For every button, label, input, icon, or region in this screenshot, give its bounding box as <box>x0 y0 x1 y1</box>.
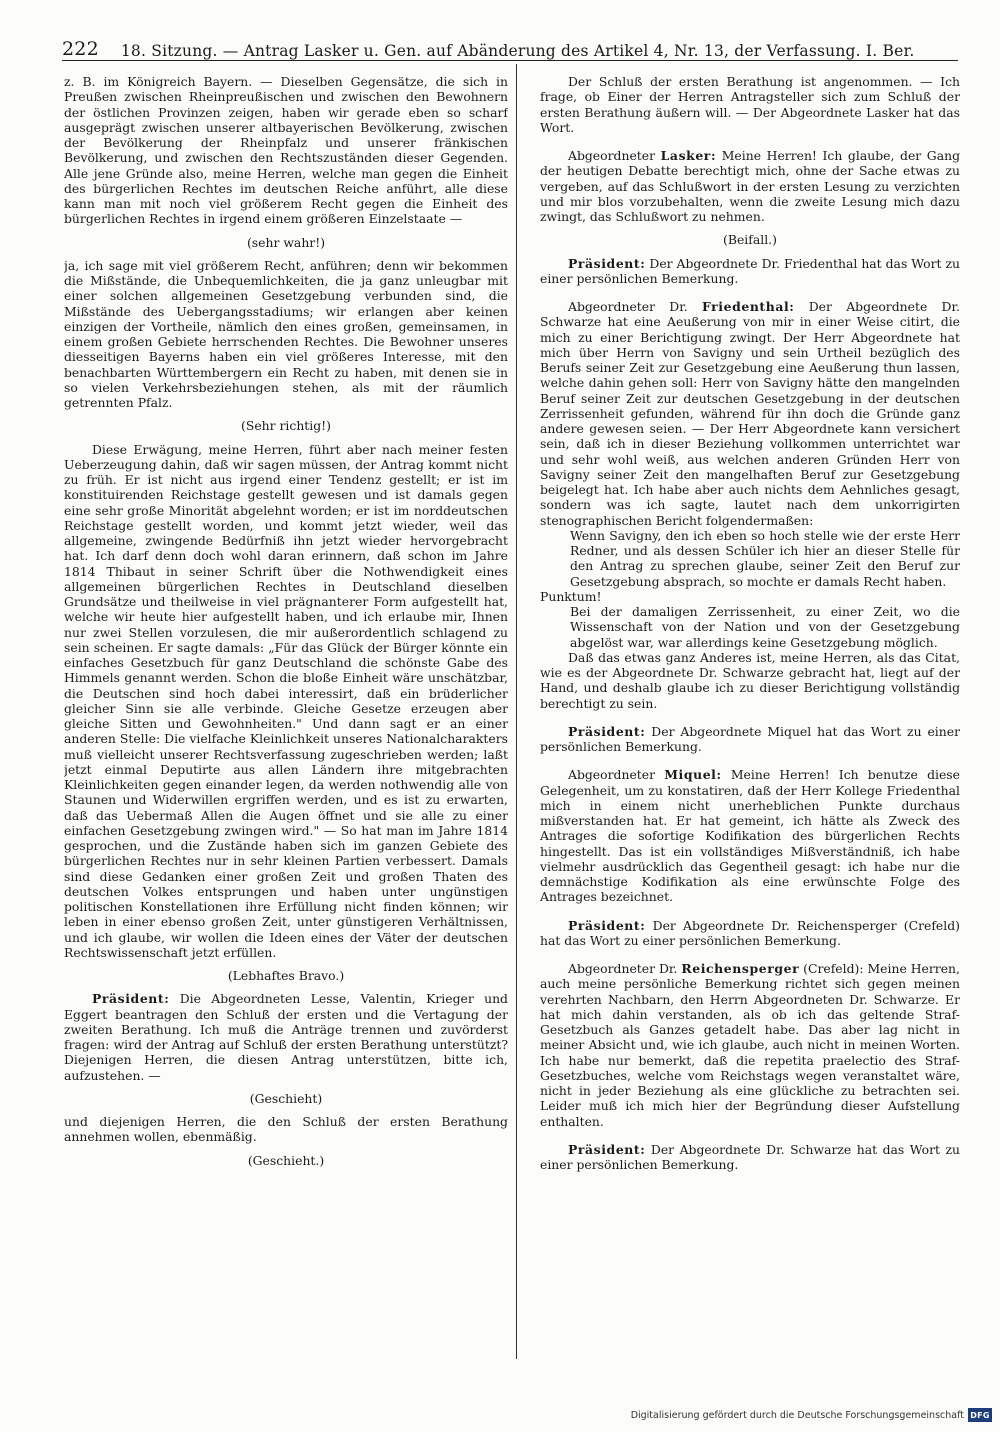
speech-block <box>540 256 960 287</box>
speaker-name: Präsident: <box>92 991 170 1007</box>
right-column <box>540 74 960 1414</box>
speech-text: Die Abgeordneten Lesse, Valentin, Krieger und Eggert beantragen den Schluß der ersten und die Vertagung der zweiten Berathung. Ich muß die Anträge trennen und zuvörderst fragen: wird der Antrag auf Schluß der ersten Berathung unterstützt? Diejenigen Herren, die diesen Antrag unterstützen, bitte ich, aufzustehen. — <box>64 991 508 1083</box>
quotation: Bei der damaligen Zerrissenheit, zu einer Zeit, wo die Wissenschaft von der Nation und von der Gesetzgebung abgelöst war, war allerdings keine Gesetzgebung möglich. <box>570 604 960 650</box>
quotation: Wenn Savigny, den ich eben so hoch stelle wie der erste Herr Redner, und als dessen Schüler ich hier an dieser Stelle für den Antrag zu sprechen glaube, seiner Zeit den Beruf zur Gesetzgebung absprach, so mochte er damals Recht haben. <box>570 527 960 589</box>
running-title: 18. Sitzung. — Antrag Lasker u. Gen. auf Abänderung des Artikel 4, Nr. 13, der Verfassung. I. Ber. <box>120 42 915 60</box>
left-column <box>64 74 508 1414</box>
paragraph: Punktum! <box>540 588 602 604</box>
interjection: (sehr wahr!) <box>246 234 326 250</box>
speech-text: Der Abgeordnete Dr. Schwarze hat das Wort zu einer persönlichen Bemerkung. <box>540 1141 960 1172</box>
speaker-prefix: Abgeordneter Dr. <box>568 299 702 314</box>
speaker-name: Friedenthal: <box>701 299 795 314</box>
speech-text: Der Abgeordnete Dr. Friedenthal hat das Wort zu einer persönlichen Bemerkung. <box>540 255 960 286</box>
interjection: (Geschieht) <box>249 1090 323 1106</box>
speaker-prefix: Abgeordneter Dr. <box>568 961 682 976</box>
speech-block <box>540 299 960 528</box>
speaker-name: Präsident: <box>568 723 646 739</box>
interjection: (Geschieht.) <box>247 1152 325 1168</box>
speech-text: Meine Herren! Ich benutze diese Gelegenheit, um zu konstatiren, daß der Herr Kollege Friedenthal mich in einem nicht unerheblichen Punkte durchaus mißverstanden hat. Er hat gemeint, ich hätte als Zweck des Antrages die sofortige Kodifikation des bürgerlichen Rechts hingestellt. Das ist ein vollständiges Mißverständniß, ich habe vielmehr ausdrücklich das Gegentheil gesagt: ich habe nur die demnächstige Kodifikation als eine erwünschte Folge des Antrages bezeichnet. <box>540 767 960 905</box>
speaker-name: Reichensperger <box>681 961 800 976</box>
page-header <box>62 34 958 61</box>
interjection: (Sehr richtig!) <box>241 418 331 434</box>
interjection: (Lebhaftes Bravo.) <box>227 968 345 983</box>
paragraph: z. B. im Königreich Bayern. — Dieselben Gegensätze, die sich in Preußen zwischen Rheinpreußischen und zwischen den Bewohnern der östlichen Provinzen zeigen, haben wir gerade eben so scharf ausgeprägt zwischen unserer altbayerischen Bevölkerung, zwischen der Bevölkerung der Rheinpfalz und unserer fränkischen Bevölkerung, und zwischen den Rechtszuständen dieser Gegenden. Alle jene Gründe also, meine Herren, welche man gegen die Einheit des bürgerlichen Rechtes im deutschen Reiche anführt, alle diese kann man mit noch viel größerem Recht gegen die Einheit des bürgerlichen Rechtes in irgend einem größeren Einzelstaate — <box>64 74 508 227</box>
speech-block <box>540 1142 960 1173</box>
speaker-name: Lasker: <box>660 148 717 163</box>
page-number: 222 <box>62 38 99 60</box>
speaker-prefix: Abgeordneter <box>568 767 665 783</box>
paragraph: Daß das etwas ganz Anderes ist, meine Herren, als das Citat, wie es der Abgeordnete Dr. Schwarze gebracht hat, liegt auf der Hand, und deshalb glaube ich zu dieser Berichtigung vollständig berechtigt zu sein. <box>540 649 960 711</box>
speech-block <box>540 148 960 224</box>
paragraph: Diese Erwägung, meine Herren, führt aber nach meiner festen Ueberzeugung dahin, daß wir sagen müssen, der Antrag kommt nicht zu früh. Er ist nicht aus irgend einer Tendenz gestellt; er ist im konstituirenden Reichstage gestellt gewesen und ist damals gegen eine sehr große Minorität abgelehnt worden; er ist im norddeutschen Reichstage gestellt worden, und kommt jetzt wieder, weil das allgemeine, zwingende Bedürfniß ihn jetzt wieder hervorgebracht hat. Ich darf denn doch wohl daran erinnern, daß schon im Jahre 1814 Thibaut in seiner Schrift über die Nothwendigkeit eines allgemeinen bürgerlichen Rechtes in Deutschland dieselben Grundsätze und theilweise in viel prägnanterer Form aufgestellt hat, welche wir heute hier aufgestellt haben, und ich erlaube mir, Ihnen nur zwei Stellen vorzulesen, die mir außerordentlich schlagend zu sein scheinen. Er sagte damals: „Für das Glück der Bürger könnte ein einfaches Gesetzbuch für ganz Deutschland die schönste Gabe des Himmels genannt werden. Schon die bloße Einheit wäre unschätzbar, die Deutschen sind hoch dabei interessirt, daß ein brüderlicher gleicher Sinn sie alle verbinde. Gleiche Gesetze erzeugen aber gleiche Sitten und Gewohnheiten." Und dann sagt er an einer anderen Stelle: Die vielfache Kleinlichkeit unseres Nationalcharakters muß vielleicht unserer Rechtsverfassung zugeschrieben werden; laßt jetzt einmal Deputirte aus allen Ländern ihre mitgebrachten Kleinlichkeiten gegen einander legen, da werden nothwendig alle von Staunen und Widerwillen ergriffen werden, und es ist zu erwarten, daß das Uebermaß Allen die Augen öffnet und sie alle zu einer einfachen Gesetzgebung zwingen wird." — So hat man im Jahre 1814 gesprochen, und die Zustände haben sich im ganzen Gebiete des bürgerlichen Rechtes nur in sehr kleinen Partien verbessert. Damals sind diese Gedanken einer großen Zeit und großen Thaten des deutschen Volkes entsprungen und haben unter ungünstigen politischen Konstellationen ihre Erfüllung nicht finden können; wir leben in einer ebenso großen Zeit, unter günstigeren Verhältnissen, und ich glaube, wir wollen die Ideen eines der Väter der deutschen Rechtswissenschaft jetzt erfüllen. <box>64 441 508 960</box>
speaker-prefix: Abgeordneter <box>568 148 661 163</box>
digitization-credit <box>631 1406 992 1424</box>
speech-text: Der Abgeordnete Dr. Schwarze hat eine Aeußerung von mir in einer Weise citirt, die mich zu einer Berichtigung zwingt. Der Herr Abgeordnete hat mich über Herrn von Savigny und sein Urtheil bezüglich des Berufs seiner Zeit zur Gesetzgebung eine Aeußerung thun lassen, welche dahin gehen soll: Herr von Savigny hätte den mangelnden Beruf seiner Zeit zur deutschen Gesetzgebung in der deutschen Zerrissenheit gefunden, während für ihn doch die Gründe ganz andere gewesen seien. — Der Herr Abgeordnete kann versichert sein, daß ich in dieser Beziehung vollkommen unterrichtet war und sehr wohl weiß, aus welchen anderen Gründen Herr von Savigny seiner Zeit den mangelhaften Beruf zur Gesetzgebung beigelegt hat. Ich habe aber auch nichts dem Aehnliches gesagt, sondern was ich sagte, lautet nach dem unkorrigirten stenographischen Bericht folgendermaßen: <box>540 299 960 528</box>
speech-text: Meine Herren! Ich glaube, der Gang der heutigen Debatte berechtigt mich, ohne der Sache etwas zu vergeben, auf das Schlußwort in der ersten Lesung zu verzichten und mir blos vorzubehalten, wenn die zweite Lesung mich dazu zwingt, das Schlußwort zu nehmen. <box>540 148 960 224</box>
speaker-name: Präsident: <box>568 917 646 933</box>
dfg-logo: DFG <box>968 1408 992 1422</box>
speaker-name: Präsident: <box>568 255 646 271</box>
paragraph: Der Schluß der ersten Berathung ist angenommen. — Ich frage, ob Einer der Herren Antragsteller sich zum Schluß der ersten Berathung äußern will. — Der Abgeordnete Lasker hat das Wort. <box>540 74 960 135</box>
paragraph: und diejenigen Herren, die den Schluß der ersten Berathung annehmen wollen, ebenmäßig. <box>64 1114 508 1145</box>
interjection: (Beifall.) <box>723 232 777 248</box>
paragraph: ja, ich sage mit viel größerem Recht, anführen; denn wir bekommen die Mißstände, die Unbequemlichkeiten, die ja ganz unleugbar mit einer solchen allgemeinen Gesetzgebung verbunden sind, die Mißstände des Uebergangsstadiums; wir erlangen aber keinen einzigen der Vortheile, nämlich den eines großen, gemeinsamen, in einem großen Gebiete herrschenden Rechtes. Die Bewohner unseres diesseitigen Bayerns haben ein viel größeres Interesse, mit den benachbarten Württembergern ein Recht zu haben, mit denen sie in so vielen Verkehrsbeziehungen stehen, als mit der räumlich getrennten Pfalz. <box>64 257 508 410</box>
speech-text: Der Abgeordnete Miquel hat das Wort zu einer persönlichen Bemerkung. <box>540 723 960 754</box>
speech-block <box>64 991 508 1083</box>
speaker-name: Präsident: <box>568 1141 646 1157</box>
speech-block <box>540 724 960 755</box>
speech-text: (Crefeld): Meine Herren, auch meine persönliche Bemerkung richtet sich gegen meinen verehrten Nachbarn, den Herrn Abgeordneten Dr. Schwarze. Er hat mich dahin verstanden, als ob ich das geltende Straf-Gesetzbuch als Ganzes getadelt habe. Das aber lag nicht in meiner Absicht und, wie ich glaube, auch nicht in meinen Worten. Ich habe nur bemerkt, daß die repetita praelectio des Straf-Gesetzbuches, welche vom Reichstags wegen veranstaltet wäre, nicht in jeder Beziehung als eine glückliche zu betrachten sei. Leider muß ich mich hier der Begründung dieser Aufstellung enthalten. <box>540 961 960 1129</box>
speaker-name: Miquel: <box>664 767 722 783</box>
speech-block <box>540 918 960 949</box>
speech-block <box>540 767 960 904</box>
speech-block <box>540 961 960 1129</box>
column-divider <box>516 64 517 1359</box>
speech-text: Der Abgeordnete Dr. Reichensperger (Crefeld) hat das Wort zu einer persönlichen Bemerkung. <box>540 917 960 948</box>
credit-text: Digitalisierung gefördert durch die Deutsche Forschungsgemeinschaft <box>630 1409 964 1421</box>
